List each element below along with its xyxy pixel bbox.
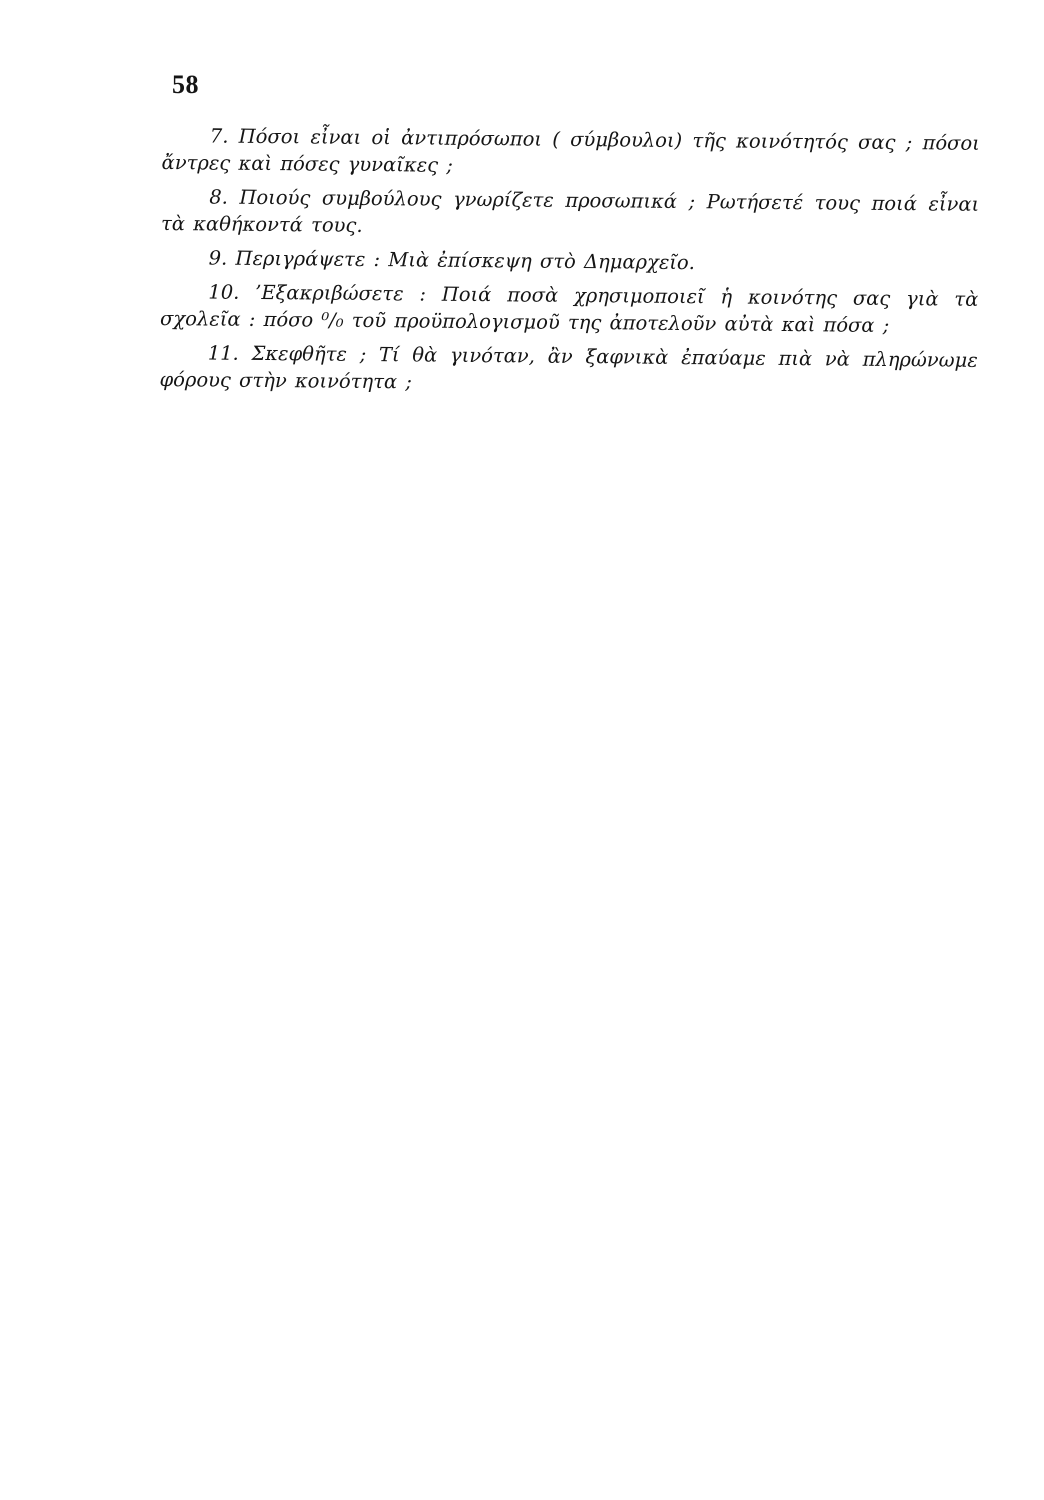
questions-list <box>159 122 980 408</box>
question-8: 8. Ποιούς συμβούλους γνωρίζετε προσωπικά ; Ρωτήσετέ τους ποιά εἶναι τὰ καθήκοντά τους. <box>160 185 980 237</box>
question-9: 9. Περιγράψετε : Μιὰ ἐπίσκεψη στὸ Δημαρχεῖο. <box>208 246 696 275</box>
question-7: 7. Πόσοι εἶναι οἱ ἀντιπρόσωποι ( σύμβουλοι) τῆς κοινότητός σας ; πόσοι ἄντρες καὶ πόσες γυναῖκες ; <box>161 124 980 177</box>
question-10: 10. ’Εξακριβώσετε : Ποιά ποσὰ χρησιμοποιεῖ ἡ κοινότης σας γιὰ τὰ σχολεῖα : πόσο ⁰/₀ τοῦ προϋπολογισμοῦ της ἀποτελοῦν αὐτὰ καὶ πόσα ; <box>160 280 979 337</box>
page-number: 58 <box>172 70 199 99</box>
question-11: 11. Σκεφθῆτε ; Τί θὰ γινόταν, ἂν ξαφνικὰ ἐπαύαμε πιὰ νὰ πληρώνωμε φόρους στὴν κοινότητα ; <box>159 341 978 394</box>
